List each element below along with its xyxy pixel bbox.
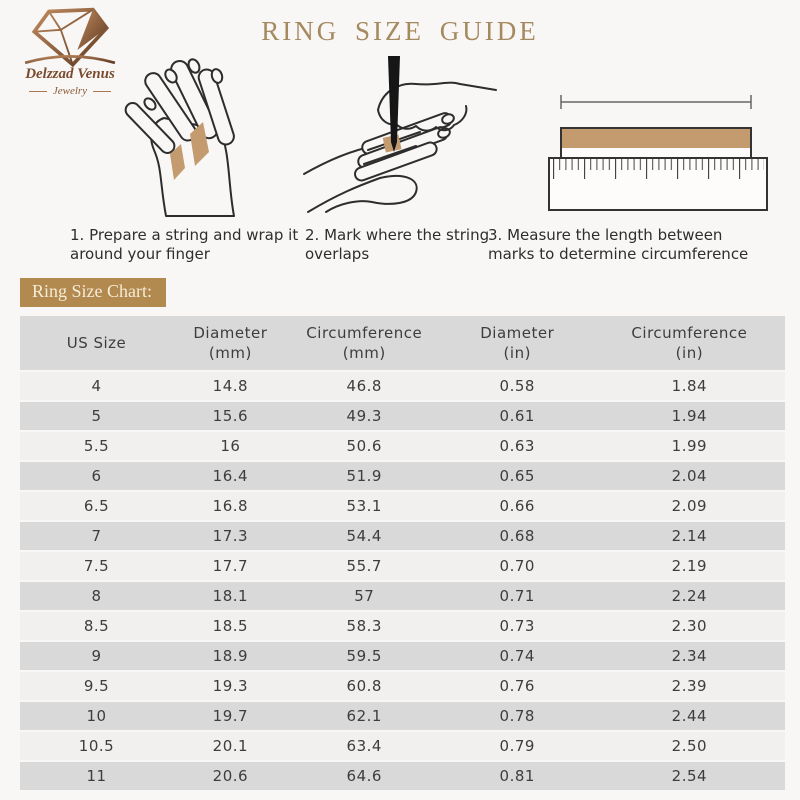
table-header-row bbox=[20, 316, 785, 370]
table-cell: 0.65 bbox=[441, 462, 594, 490]
table-cell: 11 bbox=[20, 762, 173, 790]
table-cell: 0.81 bbox=[441, 762, 594, 790]
table-cell: 63.4 bbox=[288, 732, 441, 760]
table-cell: 4 bbox=[20, 372, 173, 400]
table-cell: 18.5 bbox=[173, 612, 288, 640]
column-header: Diameter (mm) bbox=[173, 316, 288, 370]
table-cell: 2.54 bbox=[594, 762, 785, 790]
table-cell: 6 bbox=[20, 462, 173, 490]
table-cell: 19.3 bbox=[173, 672, 288, 700]
step3-figure bbox=[543, 88, 783, 220]
table-cell: 57 bbox=[288, 582, 441, 610]
table-cell: 49.3 bbox=[288, 402, 441, 430]
table-cell: 1.94 bbox=[594, 402, 785, 430]
table-cell: 2.30 bbox=[594, 612, 785, 640]
table-cell: 0.79 bbox=[441, 732, 594, 760]
table-cell: 1.99 bbox=[594, 432, 785, 460]
table-cell: 10.5 bbox=[20, 732, 173, 760]
table-row bbox=[20, 552, 785, 580]
table-cell: 58.3 bbox=[288, 612, 441, 640]
step1-caption: 1. Prepare a string and wrap it around your finger bbox=[70, 226, 299, 264]
table-cell: 14.8 bbox=[173, 372, 288, 400]
table-cell: 53.1 bbox=[288, 492, 441, 520]
table-cell: 46.8 bbox=[288, 372, 441, 400]
table-row bbox=[20, 732, 785, 760]
step3-caption: 3. Measure the length between marks to determine circumference bbox=[488, 226, 749, 264]
table-cell: 0.70 bbox=[441, 552, 594, 580]
table-cell: 2.09 bbox=[594, 492, 785, 520]
table-cell: 16.8 bbox=[173, 492, 288, 520]
table-cell: 19.7 bbox=[173, 702, 288, 730]
column-header: US Size bbox=[20, 316, 173, 370]
table-cell: 62.1 bbox=[288, 702, 441, 730]
table-cell: 18.1 bbox=[173, 582, 288, 610]
table-cell: 60.8 bbox=[288, 672, 441, 700]
table-row bbox=[20, 582, 785, 610]
table-cell: 0.76 bbox=[441, 672, 594, 700]
table-cell: 54.4 bbox=[288, 522, 441, 550]
table-cell: 2.34 bbox=[594, 642, 785, 670]
table-cell: 17.3 bbox=[173, 522, 288, 550]
table-row bbox=[20, 762, 785, 790]
table-cell: 64.6 bbox=[288, 762, 441, 790]
table-row bbox=[20, 702, 785, 730]
table-cell: 16.4 bbox=[173, 462, 288, 490]
table-cell: 2.24 bbox=[594, 582, 785, 610]
table-cell: 18.9 bbox=[173, 642, 288, 670]
table-row bbox=[20, 612, 785, 640]
hand-with-string-icon bbox=[78, 56, 283, 218]
table-row bbox=[20, 372, 785, 400]
table-row bbox=[20, 642, 785, 670]
table-cell: 17.7 bbox=[173, 552, 288, 580]
table-cell: 0.78 bbox=[441, 702, 594, 730]
step2-figure bbox=[298, 54, 503, 220]
table-cell: 0.61 bbox=[441, 402, 594, 430]
table-cell: 7.5 bbox=[20, 552, 173, 580]
table-cell: 5 bbox=[20, 402, 173, 430]
brand-name: Delzzad Venus bbox=[25, 66, 115, 82]
hand-with-marker-icon bbox=[298, 54, 503, 220]
table-cell: 51.9 bbox=[288, 462, 441, 490]
table-cell: 0.71 bbox=[441, 582, 594, 610]
table-cell: 0.66 bbox=[441, 492, 594, 520]
column-header: Circumference (in) bbox=[594, 316, 785, 370]
table-cell: 10 bbox=[20, 702, 173, 730]
table-cell: 50.6 bbox=[288, 432, 441, 460]
ruler-measure-icon bbox=[543, 88, 783, 220]
table-cell: 2.50 bbox=[594, 732, 785, 760]
table-cell: 1.84 bbox=[594, 372, 785, 400]
table-cell: 2.14 bbox=[594, 522, 785, 550]
table-row bbox=[20, 432, 785, 460]
table-cell: 2.44 bbox=[594, 702, 785, 730]
column-header: Circumference (mm) bbox=[288, 316, 441, 370]
table-cell: 5.5 bbox=[20, 432, 173, 460]
table-row bbox=[20, 672, 785, 700]
table-cell: 9 bbox=[20, 642, 173, 670]
step2-caption: 2. Mark where the string overlaps bbox=[305, 226, 490, 264]
table-cell: 20.1 bbox=[173, 732, 288, 760]
table-cell: 6.5 bbox=[20, 492, 173, 520]
table-row bbox=[20, 522, 785, 550]
step1-figure bbox=[78, 56, 283, 218]
table-cell: 0.58 bbox=[441, 372, 594, 400]
table-cell: 20.6 bbox=[173, 762, 288, 790]
table-cell: 0.73 bbox=[441, 612, 594, 640]
table-cell: 9.5 bbox=[20, 672, 173, 700]
page-title: RING SIZE GUIDE bbox=[261, 16, 539, 46]
table-cell: 7 bbox=[20, 522, 173, 550]
table-cell: 59.5 bbox=[288, 642, 441, 670]
table-row bbox=[20, 462, 785, 490]
chart-heading: Ring Size Chart: bbox=[20, 278, 166, 307]
ring-size-table bbox=[20, 314, 785, 792]
table-cell: 2.39 bbox=[594, 672, 785, 700]
table-cell: 0.63 bbox=[441, 432, 594, 460]
table-row bbox=[20, 492, 785, 520]
table-cell: 15.6 bbox=[173, 402, 288, 430]
column-header: Diameter (in) bbox=[441, 316, 594, 370]
left-dash bbox=[29, 91, 47, 92]
table-cell: 8 bbox=[20, 582, 173, 610]
table-cell: 0.68 bbox=[441, 522, 594, 550]
brand-subtitle: Jewelry bbox=[10, 85, 130, 97]
table-cell: 8.5 bbox=[20, 612, 173, 640]
table-row bbox=[20, 402, 785, 430]
table-cell: 55.7 bbox=[288, 552, 441, 580]
table-cell: 2.04 bbox=[594, 462, 785, 490]
table-cell: 2.19 bbox=[594, 552, 785, 580]
table-cell: 16 bbox=[173, 432, 288, 460]
table-cell: 0.74 bbox=[441, 642, 594, 670]
